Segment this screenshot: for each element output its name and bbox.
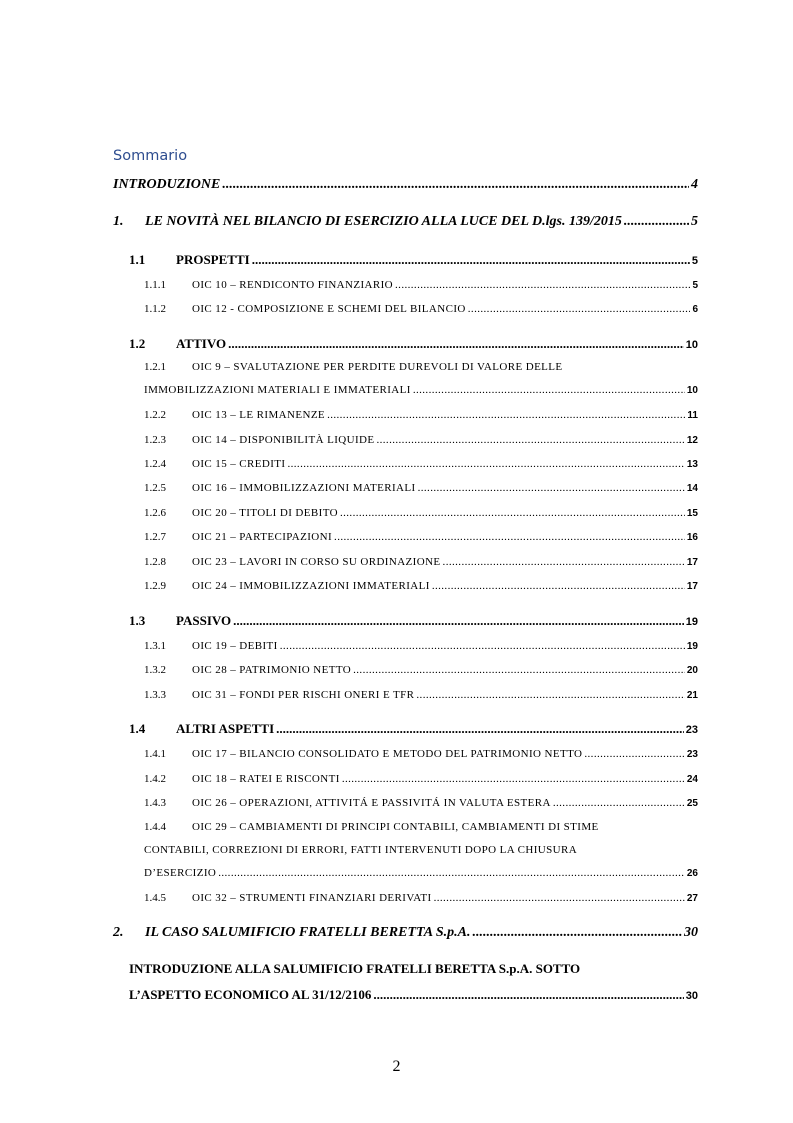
- toc-entry-subsection-1-2-1-line2[interactable]: [144, 384, 698, 396]
- toc-entry-number: 1.4.3: [144, 797, 166, 809]
- toc-entry-section-1-4[interactable]: [129, 721, 698, 737]
- toc-entry-number: 1.4.4: [144, 821, 166, 833]
- toc-entry-page: 23: [686, 749, 698, 760]
- toc-entry-subsection-1-2-5[interactable]: [144, 482, 698, 494]
- toc-entry-page: 20: [686, 665, 698, 676]
- toc-entry-number: 1.4: [129, 721, 146, 736]
- toc-entry-title: OIC 24 – IMMOBILIZZAZIONI IMMATERIALI: [192, 580, 430, 592]
- toc-entry-title: OIC 32 – STRUMENTI FINANZIARI DERIVATI: [192, 892, 432, 904]
- toc-entry-number: 1.2.9: [144, 580, 166, 592]
- toc-entry-number: 1.3.2: [144, 664, 166, 676]
- page-number: 2: [392, 1058, 401, 1075]
- toc-entry-title: OIC 31 – FONDI PER RISCHI ONERI E TFR: [192, 689, 415, 701]
- toc-entry-subsection-1-4-1[interactable]: [144, 748, 698, 760]
- toc-entry-number: 2.: [113, 925, 124, 940]
- toc-entry-introduzione-beretta-line1[interactable]: [129, 961, 580, 977]
- toc-entry-subsection-1-2-7[interactable]: [144, 531, 698, 543]
- toc-entry-page: 4: [691, 177, 698, 192]
- toc-entry-title: OIC 17 – BILANCIO CONSOLIDATO E METODO DEL PATRIMONIO NETTO: [192, 748, 583, 760]
- toc-entry-section-1-2[interactable]: [129, 336, 698, 352]
- toc-entry-page: 17: [686, 581, 698, 592]
- toc-entry-title: OIC 9 – SVALUTAZIONE PER PERDITE DUREVOLI DI VALORE DELLE: [192, 361, 563, 373]
- dot-leader: [233, 613, 684, 629]
- dot-leader: [222, 177, 689, 193]
- toc-entry-subsection-1-4-4-line1[interactable]: [144, 821, 599, 833]
- toc-entry-page: 30: [684, 925, 698, 940]
- toc-entry-page: 14: [686, 483, 698, 494]
- toc-entry-title: ALTRI ASPETTI: [176, 721, 275, 736]
- dot-leader: [413, 384, 685, 396]
- toc-entry-subsection-1-4-3[interactable]: [144, 797, 698, 809]
- toc-entry-chapter-1[interactable]: [113, 214, 698, 230]
- toc-entry-title: OIC 23 – LAVORI IN CORSO SU ORDINAZIONE: [192, 556, 441, 568]
- toc-entry-number: 1.2.2: [144, 409, 166, 421]
- toc-entry-page: 27: [686, 893, 698, 904]
- toc-entry-title: OIC 28 – PATRIMONIO NETTO: [192, 664, 352, 676]
- toc-entry-title: OIC 12 - COMPOSIZIONE E SCHEMI DEL BILANCIO: [192, 303, 466, 315]
- toc-entry-number: 1.4.5: [144, 892, 166, 904]
- toc-entry-title: PROSPETTI: [176, 252, 250, 267]
- toc-entry-page: 10: [685, 339, 698, 351]
- toc-entry-subsection-1-1-1[interactable]: [144, 279, 698, 291]
- toc-entry-title: CONTABILI, CORREZIONI DI ERRORI, FATTI INTERVENUTI DOPO LA CHIUSURA: [144, 844, 578, 856]
- dot-leader: [353, 664, 685, 676]
- dot-leader: [416, 689, 684, 701]
- toc-entry-number: 1.: [113, 214, 124, 229]
- dot-leader: [327, 409, 685, 421]
- toc-entry-subsection-1-4-4-line2[interactable]: [144, 844, 577, 856]
- toc-entry-page: 19: [686, 641, 698, 652]
- toc-entry-number: 1.1: [129, 252, 146, 267]
- toc-entry-page: 12: [686, 435, 698, 446]
- toc-entry-subsection-1-2-9[interactable]: [144, 580, 698, 592]
- toc-entry-subsection-1-4-4-line3[interactable]: [144, 867, 698, 879]
- toc-entry-number: 1.1.1: [144, 279, 166, 291]
- toc-entry-title: OIC 16 – IMMOBILIZZAZIONI MATERIALI: [192, 482, 416, 494]
- toc-entry-page: 26: [686, 868, 698, 879]
- toc-entry-title: PASSIVO: [176, 613, 232, 628]
- toc-entry-title: INTRODUZIONE: [113, 177, 221, 192]
- toc-entry-title: OIC 29 – CAMBIAMENTI DI PRINCIPI CONTABILI, CAMBIAMENTI DI STIME: [192, 821, 599, 833]
- toc-entry-subsection-1-2-1-line1[interactable]: [144, 361, 563, 373]
- toc-entry-number: 1.3.1: [144, 640, 166, 652]
- toc-entry-title: D’ESERCIZIO: [144, 867, 217, 879]
- dot-leader: [340, 507, 685, 519]
- dot-leader: [342, 773, 685, 785]
- dot-leader: [334, 531, 685, 543]
- dot-leader: [395, 279, 690, 291]
- toc-entry-number: 1.2.8: [144, 556, 166, 568]
- toc-entry-title: OIC 15 – CREDITI: [192, 458, 286, 470]
- toc-entry-title: IL CASO SALUMIFICIO FRATELLI BERETTA S.p.A.: [145, 925, 471, 940]
- toc-entry-section-1-1[interactable]: [129, 252, 698, 268]
- toc-entry-page: 17: [686, 557, 698, 568]
- dot-leader: [276, 721, 684, 737]
- dot-leader: [376, 434, 684, 446]
- dot-leader: [418, 482, 685, 494]
- toc-entry-number: 1.2: [129, 336, 146, 351]
- toc-entry-subsection-1-2-3[interactable]: [144, 434, 698, 446]
- toc-entry-page: 16: [686, 532, 698, 543]
- toc-entry-number: 1.1.2: [144, 303, 166, 315]
- toc-entry-number: 1.4.2: [144, 773, 166, 785]
- toc-entry-introduzione-beretta-line2[interactable]: [129, 987, 698, 1003]
- dot-leader: [218, 867, 685, 879]
- toc-entry-subsection-1-3-1[interactable]: [144, 640, 698, 652]
- toc-entry-subsection-1-3-3[interactable]: [144, 689, 698, 701]
- toc-entry-title: OIC 20 – TITOLI DI DEBITO: [192, 507, 338, 519]
- toc-entry-title: OIC 26 – OPERAZIONI, ATTIVITÁ E PASSIVITÁ IN VALUTA ESTERA: [192, 797, 551, 809]
- dot-leader: [434, 892, 685, 904]
- toc-entry-introduzione[interactable]: [113, 177, 698, 193]
- toc-entry-title: OIC 19 – DEBITI: [192, 640, 278, 652]
- toc-entry-title: L’ASPETTO ECONOMICO AL 31/12/2106: [129, 987, 372, 1002]
- toc-entry-subsection-1-3-2[interactable]: [144, 664, 698, 676]
- dot-leader: [553, 797, 685, 809]
- dot-leader: [280, 640, 685, 652]
- dot-leader: [287, 458, 684, 470]
- toc-entry-subsection-1-2-6[interactable]: [144, 507, 698, 519]
- toc-entry-number: 1.3.3: [144, 689, 166, 701]
- toc-entry-subsection-1-2-4[interactable]: [144, 458, 698, 470]
- toc-entry-number: 1.2.6: [144, 507, 166, 519]
- dot-leader: [584, 748, 685, 760]
- toc-entry-page: 21: [686, 690, 698, 701]
- dot-leader: [472, 925, 682, 941]
- toc-entry-subsection-1-1-2[interactable]: [144, 303, 698, 315]
- toc-entry-number: 1.2.3: [144, 434, 166, 446]
- toc-entry-title: OIC 14 – DISPONIBILITÀ LIQUIDE: [192, 434, 375, 446]
- toc-entry-page: 15: [686, 508, 698, 519]
- dot-leader: [468, 303, 691, 315]
- toc-entry-page: 6: [692, 304, 698, 315]
- toc-entry-page: 25: [686, 798, 698, 809]
- toc-entry-subsection-1-4-2[interactable]: [144, 773, 698, 785]
- toc-entry-subsection-1-4-5[interactable]: [144, 892, 698, 904]
- toc-entry-title: OIC 18 – RATEI E RISCONTI: [192, 773, 340, 785]
- toc-entry-number: 1.3: [129, 613, 146, 628]
- toc-entry-chapter-2[interactable]: [113, 925, 698, 941]
- toc-entry-section-1-3[interactable]: [129, 613, 698, 629]
- toc-entry-page: 5: [692, 280, 698, 291]
- toc-entry-page: 30: [685, 990, 698, 1002]
- toc-heading: Sommario: [113, 148, 188, 164]
- toc-entry-title: IMMOBILIZZAZIONI MATERIALI E IMMATERIALI: [144, 384, 411, 396]
- toc-entry-number: 1.4.1: [144, 748, 166, 760]
- toc-entry-number: 1.2.4: [144, 458, 166, 470]
- toc-entry-number: 1.2.5: [144, 482, 166, 494]
- toc-entry-page: 11: [687, 410, 698, 421]
- dot-leader: [252, 252, 690, 268]
- dot-leader: [624, 214, 689, 230]
- dot-leader: [443, 556, 685, 568]
- toc-entry-page: 5: [691, 214, 698, 229]
- toc-entry-page: 13: [686, 459, 698, 470]
- toc-entry-page: 19: [685, 616, 698, 628]
- toc-entry-number: 1.2.1: [144, 361, 166, 373]
- toc-entry-title: OIC 10 – RENDICONTO FINANZIARIO: [192, 279, 394, 291]
- dot-leader: [228, 336, 684, 352]
- toc-entry-title: OIC 13 – LE RIMANENZE: [192, 409, 326, 421]
- toc-entry-page: 23: [685, 724, 698, 736]
- toc-entry-page: 10: [686, 385, 698, 396]
- dot-leader: [373, 987, 683, 1003]
- toc-entry-subsection-1-2-8[interactable]: [144, 556, 698, 568]
- toc-entry-subsection-1-2-2[interactable]: [144, 409, 698, 421]
- toc-entry-title: LE NOVITÀ NEL BILANCIO DI ESERCIZIO ALLA LUCE DEL D.lgs. 139/2015: [145, 214, 622, 229]
- toc-entry-number: 1.2.7: [144, 531, 166, 543]
- toc-entry-page: 5: [691, 255, 698, 267]
- toc-entry-title: INTRODUZIONE ALLA SALUMIFICIO FRATELLI BERETTA S.p.A. SOTTO: [129, 961, 581, 976]
- toc-entry-page: 24: [686, 774, 698, 785]
- toc-entry-title: OIC 21 – PARTECIPAZIONI: [192, 531, 333, 543]
- toc-entry-title: ATTIVO: [176, 336, 227, 351]
- dot-leader: [432, 580, 685, 592]
